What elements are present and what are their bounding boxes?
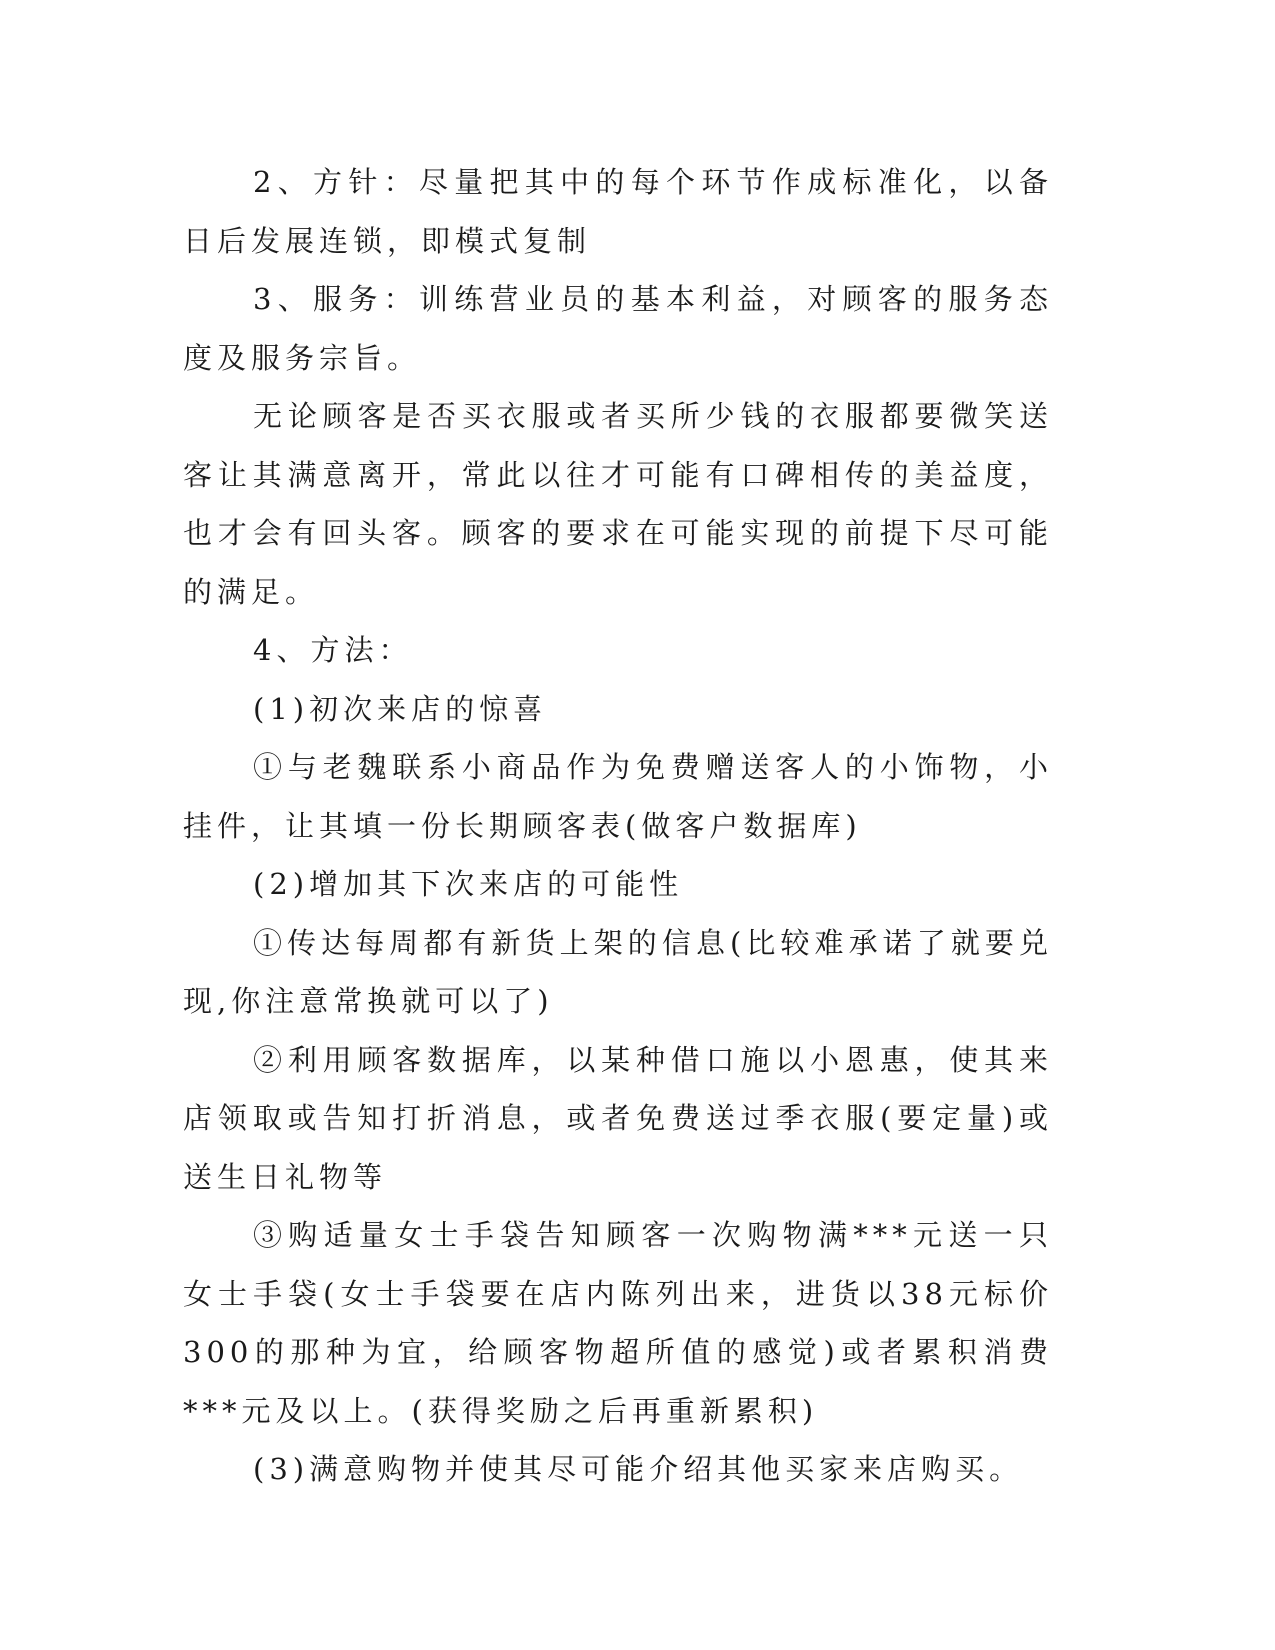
paragraph-next-visit-item-2: ②利用顾客数据库，以某种借口施以小恩惠，使其来店领取或告知打折消息，或者免费送过季衣服(要定量)或送生日礼物等 [183, 1042, 1053, 1194]
paragraph-referral: (3)满意购物并使其尽可能介绍其他买家来店购买。 [253, 1452, 1024, 1486]
paragraph-method-heading: 4、方法： [253, 633, 413, 667]
document-page [183, 153, 1053, 1499]
paragraph-next-visit: (2)增加其下次来店的可能性 [253, 867, 684, 901]
paragraph-next-visit-item-1: ①传达每周都有新货上架的信息(比较难承诺了就要兑现,你注意常换就可以了) [183, 925, 1053, 1018]
paragraph-next-visit-item-3: ③购适量女士手袋告知顾客一次购物满***元送一只女士手袋(女士手袋要在店内陈列出来，进货以38元标价300的那种为宜，给顾客物超所值的感觉)或者累积消费***元及以上。(获得奖励之后再重新累积) [183, 1218, 1053, 1428]
paragraph-first-visit-item-1: ①与老魏联系小商品作为免费赠送客人的小饰物，小挂件，让其填一份长期顾客表(做客户数据库) [183, 750, 1053, 843]
paragraph-first-visit: (1)初次来店的惊喜 [253, 691, 548, 726]
paragraph-policy: 2、方针：尽量把其中的每个环节作成标准化，以备日后发展连锁，即模式复制 [183, 165, 1053, 258]
paragraph-service: 3、服务：训练营业员的基本利益，对顾客的服务态度及服务宗旨。 [183, 282, 1053, 375]
paragraph-customer-satisfaction: 无论顾客是否买衣服或者买所少钱的衣服都要微笑送客让其满意离开，常此以往才可能有口碑相传的美益度，也才会有回头客。顾客的要求在可能实现的前提下尽可能的满足。 [183, 399, 1053, 609]
